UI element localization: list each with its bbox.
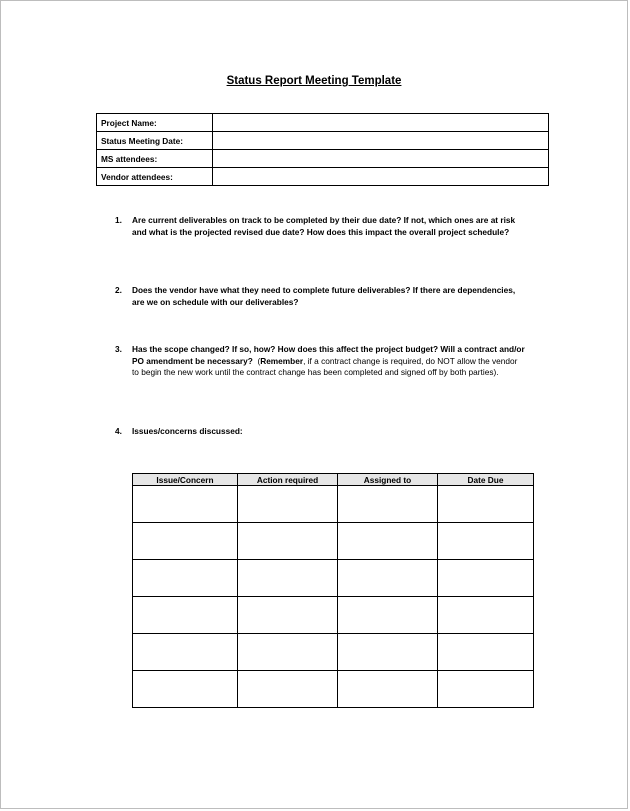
date-due-cell[interactable] [438,671,534,708]
issues-table [132,473,534,708]
question-text-block: Has the scope changed? If so, how? How does this affect the project budget? Will a contract and/or PO amendment be necessary? (Remember, if a contract change is required, do NOT allow the vendor to begin the new work until the contract change has been completed and signed off by both parties). [132,344,525,377]
issue-cell[interactable] [133,671,238,708]
table-row [133,523,534,560]
table-row [133,671,534,708]
question-number: 2. [115,285,122,295]
info-row-vendor-attendees [97,168,549,186]
info-row-status-meeting-date [97,132,549,150]
remember-note-lead: Remember [260,355,304,366]
info-value-field[interactable] [213,132,549,150]
question-text: Does the vendor have what they need to complete future deliverables? If there are dependencies, are we on schedule with our deliverables? [132,285,516,307]
info-value-field[interactable] [213,114,549,132]
assigned-cell[interactable] [338,486,438,523]
date-due-cell[interactable] [438,486,534,523]
assigned-cell[interactable] [338,560,438,597]
question-text: Are current deliverables on track to be completed by their due date? If not, which ones are at risk and what is the projected revised due date? How does this impact the overall project schedule? [132,215,516,237]
info-row-project-name [97,114,549,132]
table-row [133,597,534,634]
question-number: 4. [115,426,122,436]
question-number: 3. [115,344,122,354]
action-cell[interactable] [238,486,338,523]
project-info-table [96,113,549,186]
issue-cell[interactable] [133,486,238,523]
question-2 [115,285,525,308]
question-1 [115,215,525,238]
info-value-field[interactable] [213,150,549,168]
document-title: Status Report Meeting Template [226,75,402,87]
table-row [133,486,534,523]
info-row-ms-attendees [97,150,549,168]
action-cell[interactable] [238,671,338,708]
date-due-cell[interactable] [438,560,534,597]
info-label: MS attendees: [97,150,213,168]
table-row [133,634,534,671]
question-4 [115,426,525,438]
action-cell[interactable] [238,634,338,671]
info-value-field[interactable] [213,168,549,186]
info-label: Status Meeting Date: [97,132,213,150]
assigned-cell[interactable] [338,597,438,634]
issue-cell[interactable] [133,597,238,634]
action-cell[interactable] [238,523,338,560]
date-due-cell[interactable] [438,597,534,634]
remember-note-text: , if a contract change is required, do NOT allow the vendor to begin the new work until the contract change has been completed and signed off by both parties). [132,355,518,377]
header-date-due: Date Due [438,474,534,486]
action-cell[interactable] [238,597,338,634]
header-issue-concern: Issue/Concern [133,474,238,486]
header-action-required: Action required [238,474,338,486]
action-cell[interactable] [238,560,338,597]
date-due-cell[interactable] [438,634,534,671]
info-label: Project Name: [97,114,213,132]
header-assigned-to: Assigned to [338,474,438,486]
assigned-cell[interactable] [338,634,438,671]
question-number: 1. [115,215,122,225]
issues-header-row [133,474,534,486]
info-label: Vendor attendees: [97,168,213,186]
date-due-cell[interactable] [438,523,534,560]
assigned-cell[interactable] [338,523,438,560]
question-text: Has the scope changed? If so, how? How does this affect the project budget? Will a contract and/or PO amendment be necessary? [132,344,525,366]
assigned-cell[interactable] [338,671,438,708]
issue-cell[interactable] [133,560,238,597]
question-3 [115,344,525,379]
question-text: Issues/concerns discussed: [132,426,243,436]
issue-cell[interactable] [133,634,238,671]
issue-cell[interactable] [133,523,238,560]
table-row [133,560,534,597]
